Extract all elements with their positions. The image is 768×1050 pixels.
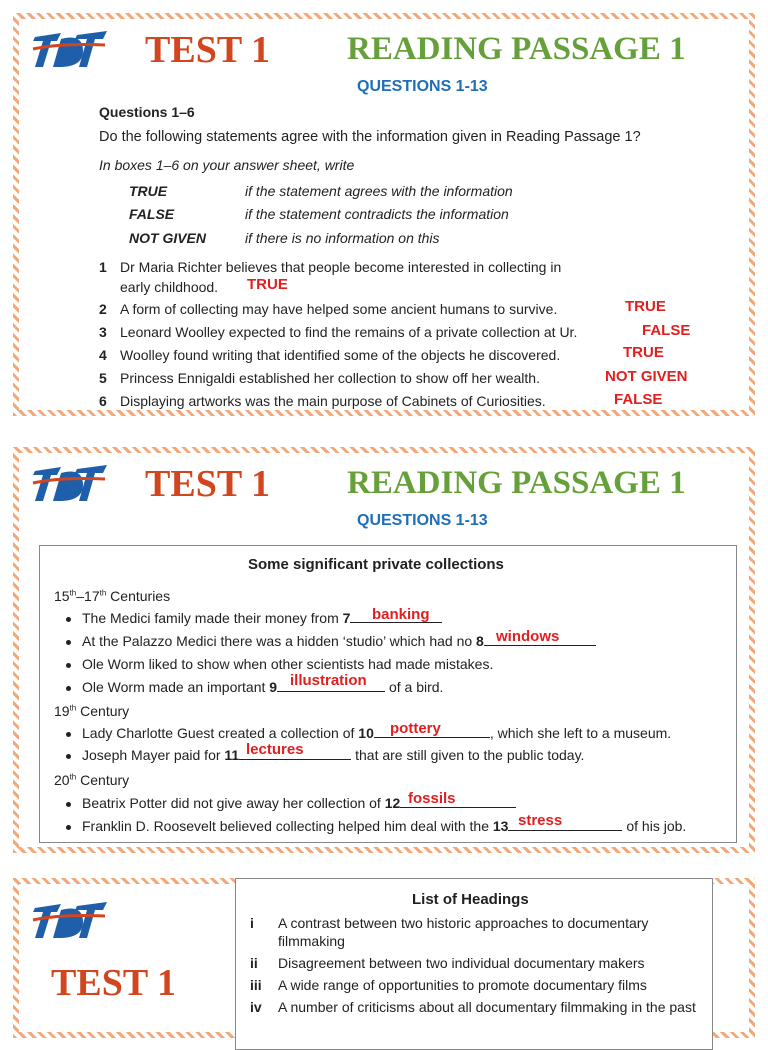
- key-desc: if the statement agrees with the information: [245, 183, 513, 199]
- heading-number: ii: [250, 955, 258, 971]
- item-number: 6: [99, 393, 107, 409]
- heading-number: iii: [250, 977, 262, 993]
- answer: FALSE: [642, 322, 691, 339]
- summary-item: Joseph Mayer paid for 11 that are still given to the public today.: [82, 747, 585, 763]
- passage-title: READING PASSAGE 1: [347, 465, 686, 501]
- bullet-icon: [66, 732, 71, 737]
- bullet-icon: [66, 754, 71, 759]
- item-number: 1: [99, 259, 107, 275]
- headings-box: [235, 878, 713, 1050]
- answer: TRUE: [623, 344, 664, 361]
- answer: NOT GIVEN: [605, 368, 688, 385]
- bullet-icon: [66, 640, 71, 645]
- key-desc: if there is no information on this: [245, 230, 440, 246]
- answer: windows: [496, 628, 560, 645]
- heading-text: filmmaking: [278, 933, 345, 949]
- heading-number: i: [250, 915, 254, 931]
- summary-item: At the Palazzo Medici there was a hidden ‘studio’ which had no 8: [82, 633, 596, 649]
- item-text: Dr Maria Richter believes that people become interested in collecting in: [120, 259, 562, 275]
- key-desc: if the statement contradicts the information: [245, 206, 509, 222]
- heading-text: A number of criticisms about all documentary filmmaking in the past: [278, 999, 696, 1015]
- key-term: FALSE: [129, 206, 175, 222]
- period-label: 15th–17th Centuries: [54, 588, 171, 604]
- answer: pottery: [390, 720, 441, 737]
- key-term: TRUE: [129, 183, 168, 199]
- item-text: Woolley found writing that identified some of the objects he discovered.: [120, 347, 561, 363]
- slide-true-false: [13, 13, 755, 416]
- summary-item: The Medici family made their money from 7: [82, 610, 442, 626]
- collections-box: [39, 545, 737, 843]
- item-text: Displaying artworks was the main purpose of Cabinets of Curiosities.: [120, 393, 546, 409]
- heading-text: Disagreement between two individual documentary makers: [278, 955, 645, 971]
- passage-title: READING PASSAGE 1: [347, 31, 686, 67]
- bullet-icon: [66, 686, 71, 691]
- item-text: A form of collecting may have helped some ancient humans to survive.: [120, 301, 558, 317]
- period-label: 20th Century: [54, 772, 130, 788]
- summary-item: Lady Charlotte Guest created a collection of 10 , which she left to a museum.: [82, 725, 672, 741]
- answer: lectures: [246, 741, 304, 758]
- questions-heading: Questions 1–6: [99, 104, 195, 120]
- summary-item: Beatrix Potter did not give away her collection of 12: [82, 795, 516, 811]
- item-number: 4: [99, 347, 107, 363]
- bullet-icon: [66, 825, 71, 830]
- answer: TRUE: [247, 276, 288, 293]
- bullet-icon: [66, 663, 71, 668]
- box-title: Some significant private collections: [248, 556, 504, 573]
- item-text: Leonard Woolley expected to find the remains of a private collection at Ur.: [120, 324, 578, 340]
- summary-item: Ole Worm made an important 9 of a bird.: [82, 679, 444, 695]
- tdt-logo-icon: [31, 27, 109, 75]
- slide-list-of-headings: [13, 878, 755, 1038]
- answer: TRUE: [625, 298, 666, 315]
- bullet-icon: [66, 802, 71, 807]
- answer: banking: [372, 606, 430, 623]
- tdt-logo-icon: [31, 898, 109, 946]
- instruction-text: Do the following statements agree with the information given in Reading Passage 1?: [99, 129, 641, 145]
- box-title: List of Headings: [412, 891, 529, 908]
- item-text: Princess Ennigaldi established her collection to show off her wealth.: [120, 370, 540, 386]
- heading-number: iv: [250, 999, 262, 1015]
- subinstruction-text: In boxes 1–6 on your answer sheet, write: [99, 157, 355, 173]
- summary-item: Ole Worm liked to show when other scientists had made mistakes.: [82, 656, 494, 672]
- questions-range: QUESTIONS 1-13: [357, 512, 488, 529]
- item-number: 5: [99, 370, 107, 386]
- heading-text: A contrast between two historic approaches to documentary: [278, 915, 649, 931]
- summary-item: Franklin D. Roosevelt believed collecting helped him deal with the 13 of his job.: [82, 818, 687, 834]
- bullet-icon: [66, 617, 71, 622]
- slide-summary-completion: [13, 447, 755, 853]
- test-title: TEST 1: [145, 463, 270, 505]
- answer: FALSE: [614, 391, 663, 408]
- period-label: 19th Century: [54, 703, 130, 719]
- item-number: 2: [99, 301, 107, 317]
- answer: stress: [518, 812, 563, 829]
- item-text: early childhood.: [120, 279, 219, 295]
- key-term: NOT GIVEN: [129, 230, 207, 246]
- item-number: 3: [99, 324, 107, 340]
- test-title: TEST 1: [51, 962, 176, 1004]
- answer: fossils: [408, 790, 456, 807]
- tdt-logo-icon: [31, 461, 109, 509]
- answer: illustration: [290, 672, 367, 689]
- test-title: TEST 1: [145, 29, 270, 71]
- heading-text: A wide range of opportunities to promote documentary films: [278, 977, 647, 993]
- questions-range: QUESTIONS 1-13: [357, 78, 488, 95]
